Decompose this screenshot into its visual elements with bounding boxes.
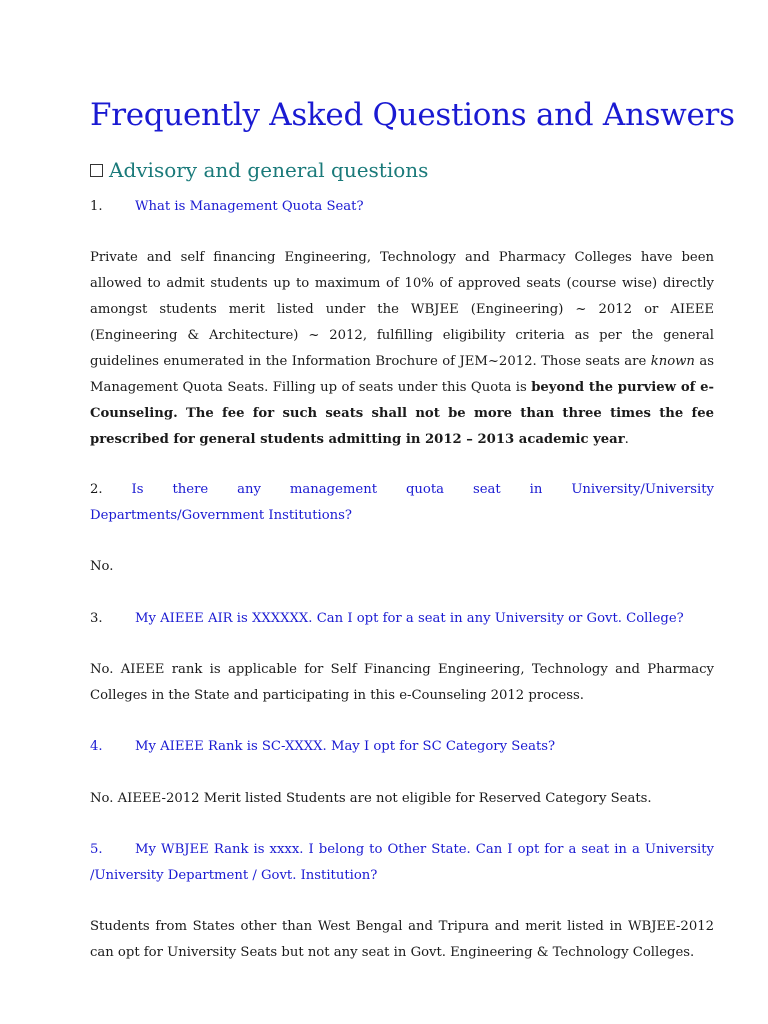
section-heading-label: Advisory and general questions [109,158,429,182]
page-title: Frequently Asked Questions and Answers [90,97,735,133]
faq-question-1 [90,194,714,220]
question-word: any [237,482,261,497]
faq-question-2 [90,477,714,529]
faq-question-4 [90,734,714,760]
question-text: What is Management Quota Seat? [135,199,364,214]
question-text: My AIEEE Rank is SC-XXXX. May I opt for SC Category Seats? [135,739,556,754]
question-word: in [529,482,543,497]
faq-answer-3: No. AIEEE rank is applicable for Self Financing Engineering, Technology and Pharmacy Colleges in the State and participating in this e-Counseling 2012 process. [90,662,714,703]
answer-text: Private and self financing Engineering, Technology and Pharmacy Colleges have been allowed to admit students up to maximum of 10% of approved seats (course wise) directly amongst students merit listed under the WBJEE (Engineering) ~ 2012 or AIEEE (Engineering & Architecture) ~ 2012, fulfilling eligibility criteria as per the general guidelines enumerated in the Information Brochure of JEM~2012. Those seats are [90,250,714,369]
question-number: 4. [90,739,103,754]
question-word: management [289,482,377,497]
question-word: quota [405,482,444,497]
question-word: seat [472,482,501,497]
faq-answer-1 [90,245,714,453]
faq-question-3 [90,606,714,632]
answer-text: as Management Quota Seats. Filling up of seats under this Quota is [90,354,714,395]
question-number: 3. [90,611,103,626]
question-text-line-2: Departments/Government Institutions? [90,508,352,523]
checkbox-square-icon [90,164,103,177]
question-word: Is [131,482,144,497]
question-text: My WBJEE Rank is xxxx. I belong to Other State. Can I opt for a seat in a University /University Department / Govt. Institution? [90,842,714,883]
answer-text: . [624,432,629,447]
question-word: University/University [571,482,714,497]
faq-answer-4: No. AIEEE-2012 Merit listed Students are not eligible for Reserved Category Seats. [90,791,652,806]
faq-answer-2: No. [90,559,114,574]
question-number: 1. [90,199,103,214]
section-heading [90,158,428,182]
question-number: 2. [90,482,103,497]
question-number: 5. [90,842,103,857]
answer-bold-text: beyond the purview of e-Counseling. The fee for such seats shall not be more than three times the fee prescribed for general students admitting in 2012 – 2013 academic year [90,380,714,447]
question-word: there [172,482,209,497]
question-text: My AIEEE AIR is XXXXXX. Can I opt for a seat in any University or Govt. College? [135,611,684,626]
faq-question-5 [90,837,714,889]
faq-answer-5: Students from States other than West Bengal and Tripura and merit listed in WBJEE-2012 can opt for University Seats but not any seat in Govt. Engineering & Technology Colleges. [90,919,714,960]
answer-italic-text: known [650,354,695,369]
